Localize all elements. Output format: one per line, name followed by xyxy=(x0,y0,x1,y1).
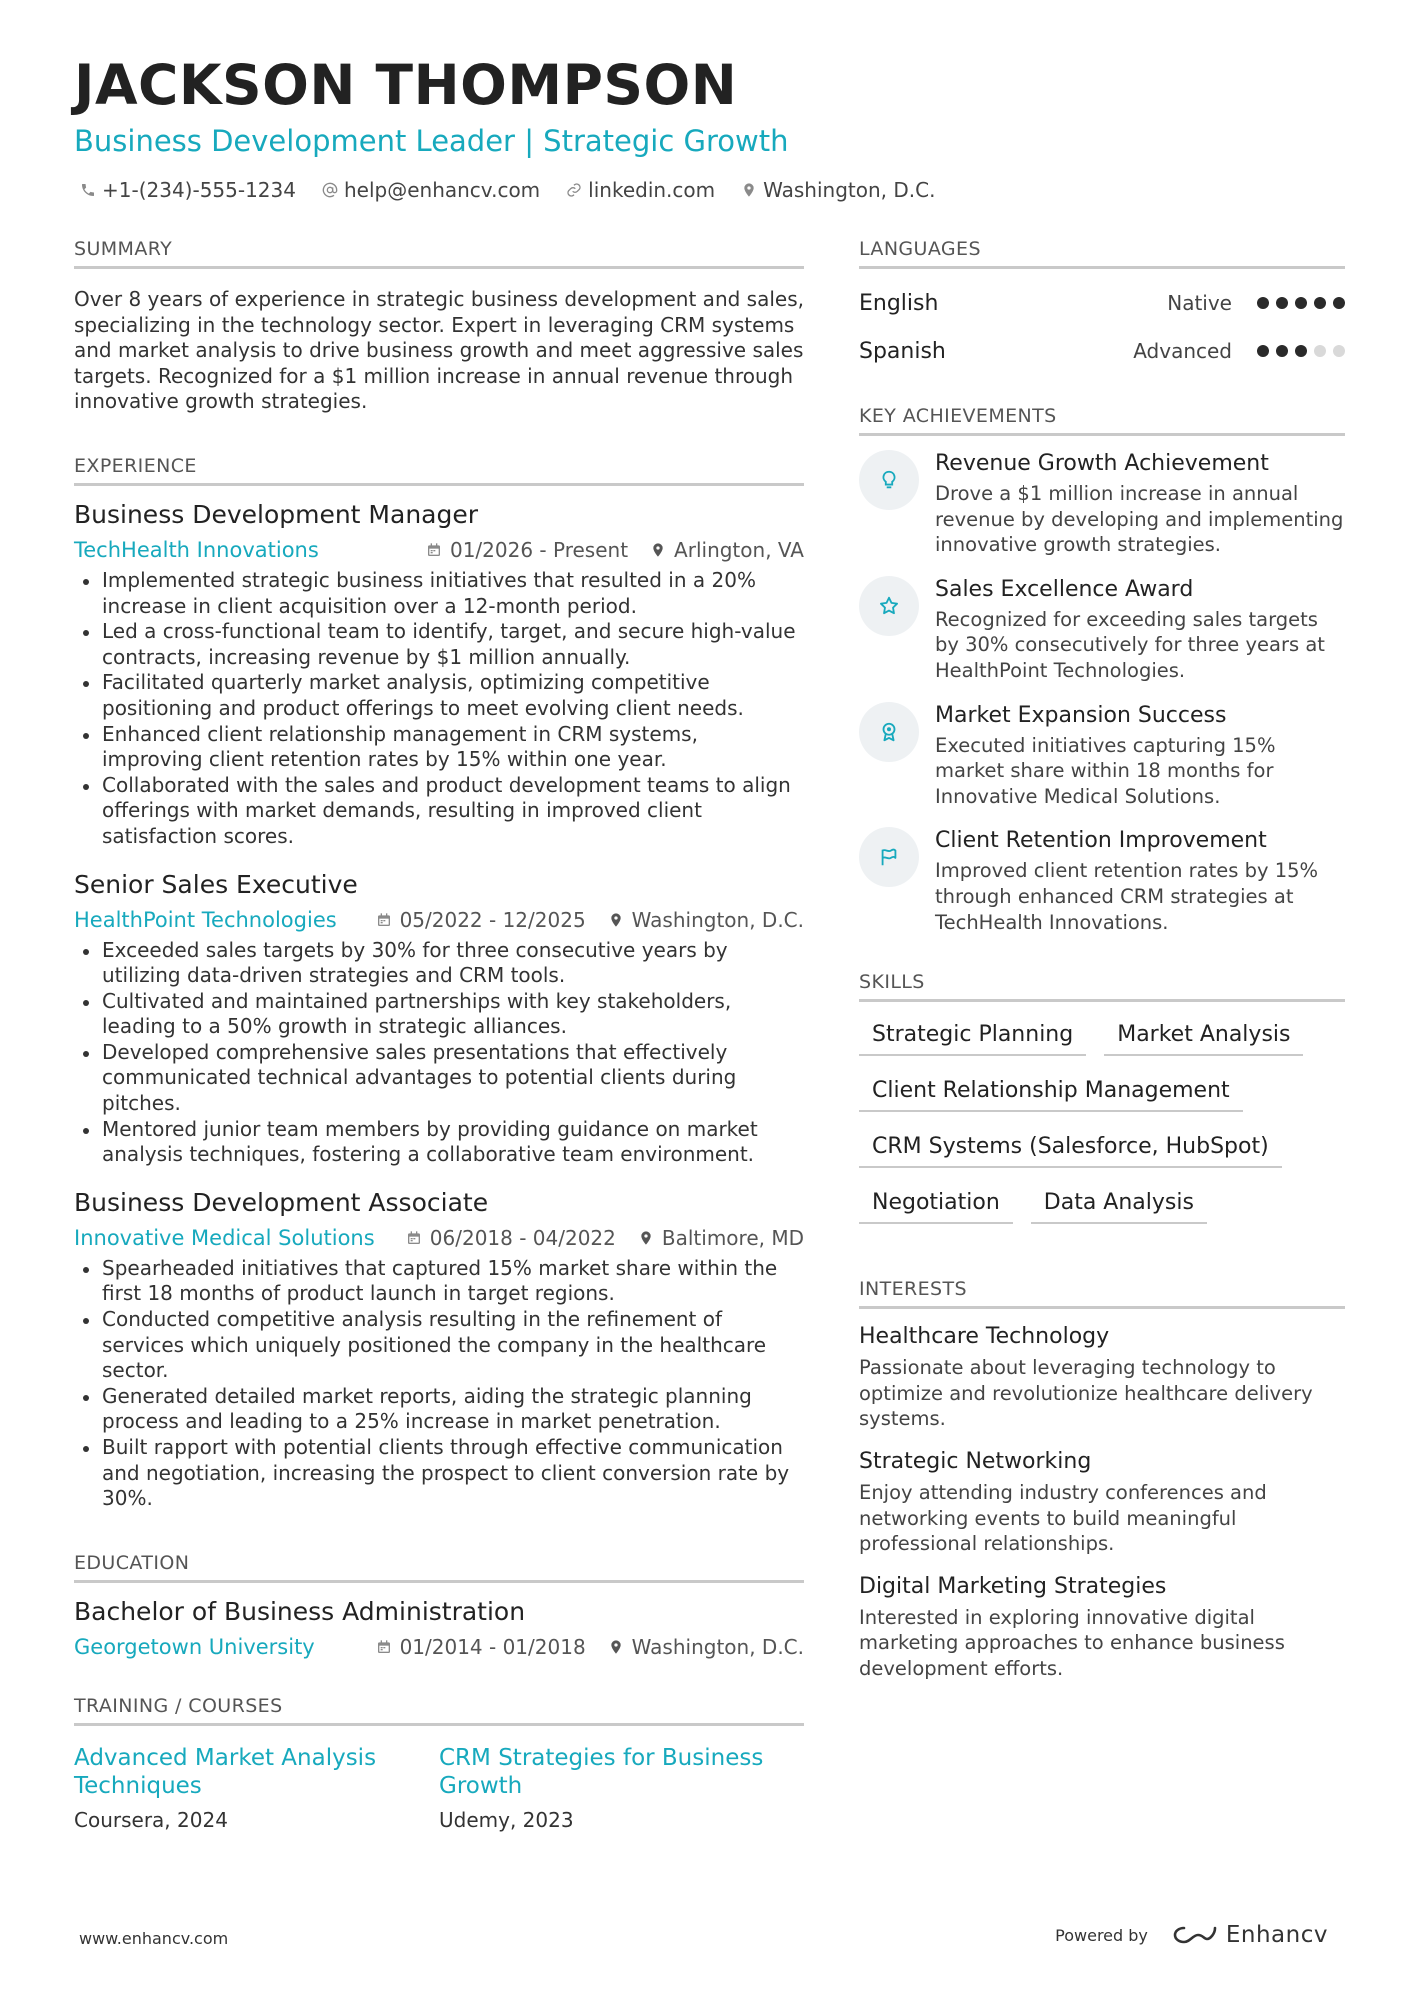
proficiency-dot-filled xyxy=(1257,297,1269,309)
job-company-row xyxy=(74,908,804,932)
bullet-item: Built rapport with potential clients through effective communication and negotiation, increasing the prospect to client conversion rate by 30%. xyxy=(74,1435,804,1512)
languages-section xyxy=(859,238,1345,367)
proficiency-dot-empty xyxy=(1333,345,1345,357)
summary-section xyxy=(74,238,804,415)
calendar-icon xyxy=(376,1639,392,1655)
education-location xyxy=(608,1635,804,1659)
job-location xyxy=(608,908,804,932)
bullet-item: Spearheaded initiatives that captured 15% market share within the first 18 months of product launch in target regions. xyxy=(74,1256,804,1307)
achievements-heading: KEY ACHIEVEMENTS xyxy=(859,405,1345,436)
achievement-item xyxy=(859,576,1345,684)
job-meta xyxy=(404,538,804,562)
job-company[interactable]: TechHealth Innovations xyxy=(74,537,319,562)
left-column xyxy=(74,238,804,1832)
education-heading: EDUCATION xyxy=(74,1552,804,1583)
job-location xyxy=(650,538,804,562)
language-level: Advanced xyxy=(1133,339,1232,363)
job-location-text: Baltimore, MD xyxy=(661,1225,804,1250)
job-meta xyxy=(368,908,804,932)
bullet-item: Developed comprehensive sales presentations that effectively communicated technical advantages to potential clients during pitches. xyxy=(74,1040,804,1117)
skills-section xyxy=(859,971,1345,1240)
experience-item xyxy=(74,1188,804,1512)
bullet-item: Collaborated with the sales and product development teams to align offerings with market demands, resulting in improved client satisfaction scores. xyxy=(74,773,804,850)
achievement-text xyxy=(935,576,1345,684)
bullet-item: Conducted competitive analysis resulting in the refinement of services which uniquely positioned the company in the healthcare sector. xyxy=(74,1307,804,1384)
proficiency-dot-empty xyxy=(1314,345,1326,357)
contact-website[interactable] xyxy=(566,178,715,202)
language-level: Native xyxy=(1167,291,1232,315)
achievement-desc: Recognized for exceeding sales targets by 30% consecutively for three years at HealthPoint Technologies. xyxy=(935,607,1325,682)
experience-item xyxy=(74,500,804,850)
location-pin-icon xyxy=(608,1638,624,1656)
skill-tag: CRM Systems (Salesforce, HubSpot) xyxy=(859,1128,1282,1168)
proficiency-dot-filled xyxy=(1276,345,1288,357)
skill-tag: Market Analysis xyxy=(1104,1016,1303,1056)
training-item xyxy=(74,1744,439,1832)
skill-tag: Strategic Planning xyxy=(859,1016,1086,1056)
proficiency-dot-filled xyxy=(1295,345,1307,357)
achievement-title: Market Expansion Success xyxy=(935,702,1227,728)
flag-icon xyxy=(859,827,919,887)
job-bullets xyxy=(74,1256,804,1512)
job-meta xyxy=(402,1226,804,1250)
contact-phone[interactable] xyxy=(80,178,296,202)
achievement-title: Revenue Growth Achievement xyxy=(935,451,1269,476)
bullet-item: Enhanced client relationship management in CRM systems, improving client retention rates by 15% within one year. xyxy=(74,722,804,773)
job-company-row xyxy=(74,538,804,562)
language-dots xyxy=(1250,294,1345,313)
degree: Bachelor of Business Administration xyxy=(74,1596,526,1626)
bullet-item: Exceeded sales targets by 30% for three consecutive years by utilizing data-driven strategies and CRM tools. xyxy=(74,938,804,989)
education-dates xyxy=(376,1635,586,1659)
skills-heading: SKILLS xyxy=(859,971,1345,1002)
proficiency-dot-filled xyxy=(1257,345,1269,357)
contact-email[interactable] xyxy=(322,178,540,202)
at-icon xyxy=(322,182,338,198)
job-location-text: Arlington, VA xyxy=(674,537,804,562)
education-meta xyxy=(354,1635,804,1659)
candidate-name: JACKSON THOMPSON xyxy=(74,53,738,117)
proficiency-dot-filled xyxy=(1295,297,1307,309)
candidate-title: Business Development Leader | Strategic Growth xyxy=(74,124,789,158)
job-bullets xyxy=(74,568,804,850)
achievement-title: Sales Excellence Award xyxy=(935,576,1194,602)
job-dates-text: 01/2026 - Present xyxy=(449,537,629,562)
achievement-text xyxy=(935,827,1345,935)
achievement-desc: Improved client retention rates by 15% through enhanced CRM strategies at TechHealth Innovations. xyxy=(935,859,1319,934)
contact-bar xyxy=(80,178,961,202)
location-pin-icon xyxy=(608,911,624,929)
job-role: Business Development Manager xyxy=(74,499,479,529)
location-pin-icon xyxy=(650,541,666,559)
job-dates-text: 05/2022 - 12/2025 xyxy=(399,907,586,932)
education-section xyxy=(74,1552,804,1659)
education-dates-text: 01/2014 - 01/2018 xyxy=(399,1634,586,1659)
experience-item xyxy=(74,870,804,1168)
skills-list xyxy=(859,1016,1345,1240)
footer-site[interactable]: www.enhancv.com xyxy=(79,1929,229,1948)
interest-desc: Passionate about leveraging technology to optimize and revolutionize healthcare delivery systems. xyxy=(859,1356,1313,1431)
bullet-item: Led a cross-functional team to identify, target, and secure high-value contracts, increasing revenue by $1 million annually. xyxy=(74,619,804,670)
training-provider: Coursera, 2024 xyxy=(74,1807,228,1832)
language-dots xyxy=(1250,342,1345,361)
achievements-section xyxy=(859,405,1345,935)
education-item xyxy=(74,1597,804,1659)
enhancv-logo-icon xyxy=(1172,1924,1218,1946)
job-role: Business Development Associate xyxy=(74,1187,489,1217)
lightbulb-icon xyxy=(859,450,919,510)
languages-heading: LANGUAGES xyxy=(859,238,1345,269)
link-icon xyxy=(566,182,582,198)
interest-title: Healthcare Technology xyxy=(859,1324,1110,1350)
summary-heading: SUMMARY xyxy=(74,238,804,269)
bullet-item: Mentored junior team members by providing guidance on market analysis techniques, fostering a collaborative team environment. xyxy=(74,1117,804,1168)
bullet-item: Facilitated quarterly market analysis, optimizing competitive positioning and product offerings to meet evolving client needs. xyxy=(74,670,804,721)
enhancv-brand[interactable]: Enhancv xyxy=(1225,1922,1328,1948)
phone-text: +1-(234)-555-1234 xyxy=(102,178,296,202)
calendar-icon xyxy=(406,1230,422,1246)
job-dates xyxy=(426,538,628,562)
award-ribbon-icon xyxy=(859,702,919,762)
school-row xyxy=(74,1635,804,1659)
phone-icon xyxy=(80,182,96,198)
achievement-text xyxy=(935,450,1345,558)
job-location xyxy=(638,1226,804,1250)
location-pin-icon xyxy=(638,1229,654,1247)
contact-location xyxy=(741,178,935,202)
bullet-item: Generated detailed market reports, aiding the strategic planning process and leading to a 25% increase in market penetration. xyxy=(74,1384,804,1435)
experience-heading: EXPERIENCE xyxy=(74,455,804,486)
footer-branding xyxy=(1055,1922,1328,1948)
proficiency-dot-filled xyxy=(1333,297,1345,309)
job-bullets xyxy=(74,938,804,1168)
right-column xyxy=(859,238,1345,1681)
calendar-icon xyxy=(426,542,442,558)
summary-text: Over 8 years of experience in strategic business development and sales, specializing in the technology sector. Expert in leveraging CRM systems and market analysis to drive business growth and meet aggressive sales targets. Recognized for a $1 million increase in annual revenue through innovative growth strategies. xyxy=(74,287,804,414)
training-heading: TRAINING / COURSES xyxy=(74,1695,804,1726)
interests-heading: INTERESTS xyxy=(859,1278,1345,1309)
bullet-item: Implemented strategic business initiatives that resulted in a 20% increase in client acquisition over a 12-month period. xyxy=(74,568,804,619)
achievement-title: Client Retention Improvement xyxy=(935,828,1267,854)
proficiency-dot-filled xyxy=(1314,297,1326,309)
job-dates xyxy=(376,908,586,932)
achievement-text xyxy=(935,702,1345,810)
interest-item xyxy=(859,1323,1345,1432)
interests-section xyxy=(859,1278,1345,1681)
achievement-desc: Drove a $1 million increase in annual revenue by developing and implementing innovative growth strategies. xyxy=(935,482,1344,557)
powered-by-label: Powered by xyxy=(1055,1925,1148,1945)
training-grid xyxy=(74,1744,804,1832)
experience-section xyxy=(74,455,804,1512)
proficiency-dot-filled xyxy=(1276,297,1288,309)
skill-tag: Client Relationship Management xyxy=(859,1072,1243,1112)
job-dates xyxy=(406,1226,616,1250)
job-company-row xyxy=(74,1226,804,1250)
calendar-icon xyxy=(376,912,392,928)
training-section xyxy=(74,1695,804,1832)
star-icon xyxy=(859,576,919,636)
email-text: help@enhancv.com xyxy=(343,178,541,202)
training-title[interactable]: Advanced Market Analysis Techniques xyxy=(74,1744,377,1799)
language-item xyxy=(859,287,1345,319)
training-title[interactable]: CRM Strategies for Business Growth xyxy=(439,1744,764,1799)
interest-desc: Interested in exploring innovative digital marketing approaches to enhance business development efforts. xyxy=(859,1605,1285,1680)
skill-tag: Data Analysis xyxy=(1031,1184,1207,1224)
language-item xyxy=(859,335,1345,367)
language-name: English xyxy=(859,290,939,316)
education-location-text: Washington, D.C. xyxy=(631,1634,804,1659)
location-text: Washington, D.C. xyxy=(763,178,936,202)
interest-item xyxy=(859,1573,1345,1682)
language-name: Spanish xyxy=(859,338,946,364)
bullet-item: Cultivated and maintained partnerships with key stakeholders, leading to a 50% growth in strategic alliances. xyxy=(74,989,804,1040)
achievement-item xyxy=(859,450,1345,558)
skill-tag: Negotiation xyxy=(859,1184,1013,1224)
interest-desc: Enjoy attending industry conferences and networking events to build meaningful professional relationships. xyxy=(859,1480,1267,1556)
job-dates-text: 06/2018 - 04/2022 xyxy=(429,1225,616,1250)
job-location-text: Washington, D.C. xyxy=(631,907,804,932)
language-proficiency xyxy=(1167,291,1345,315)
job-company[interactable]: Innovative Medical Solutions xyxy=(74,1225,375,1250)
job-role: Senior Sales Executive xyxy=(74,869,358,899)
interest-title: Strategic Networking xyxy=(859,1448,1092,1474)
job-company[interactable]: HealthPoint Technologies xyxy=(74,907,337,932)
interest-title: Digital Marketing Strategies xyxy=(859,1573,1167,1599)
achievement-item xyxy=(859,827,1345,935)
achievement-item xyxy=(859,702,1345,810)
training-item xyxy=(439,1744,804,1832)
language-proficiency xyxy=(1133,339,1345,363)
school-name[interactable]: Georgetown University xyxy=(74,1634,315,1659)
interest-item xyxy=(859,1448,1345,1557)
achievement-desc: Executed initiatives capturing 15% market share within 18 months for Innovative Medical Solutions. xyxy=(935,733,1276,808)
website-text: linkedin.com xyxy=(588,178,716,202)
training-provider: Udemy, 2023 xyxy=(439,1807,574,1832)
location-pin-icon xyxy=(741,182,757,198)
